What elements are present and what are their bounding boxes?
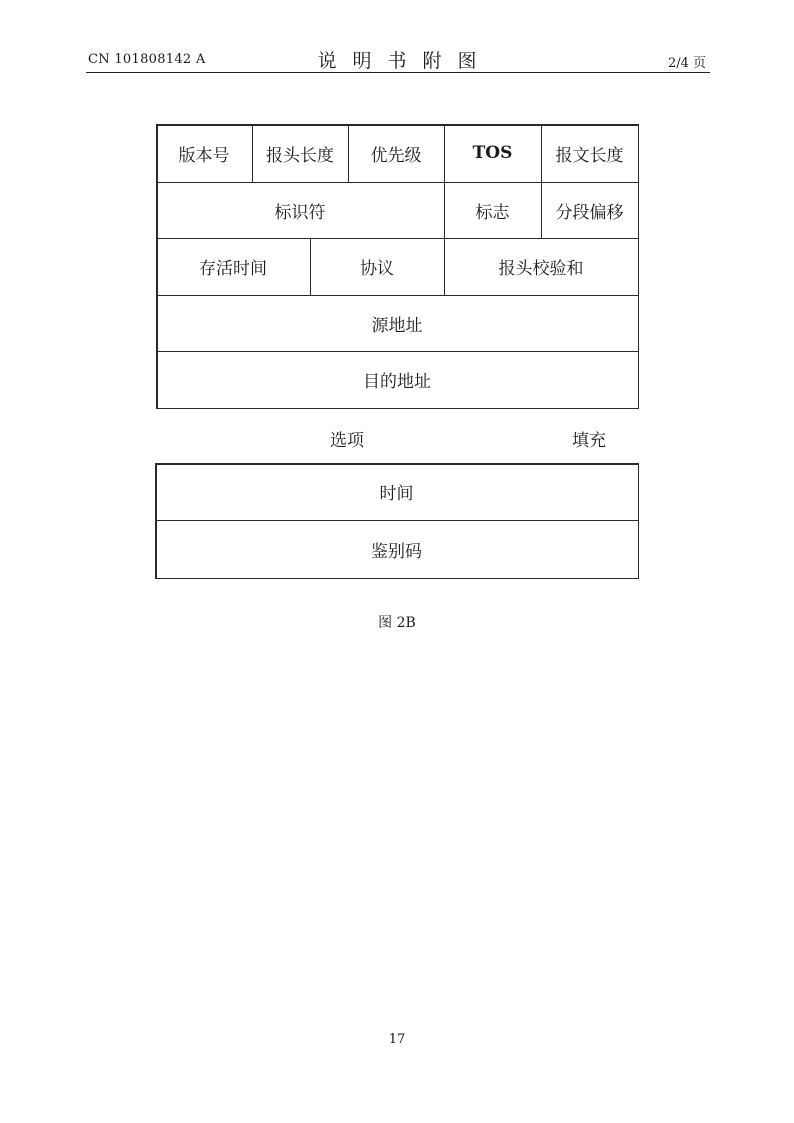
page-title: 说明书附图 xyxy=(317,50,493,72)
field-identifier: 标识符 xyxy=(274,202,326,223)
field-fragment-offset: 分段偏移 xyxy=(555,202,624,223)
page-number: 17 xyxy=(388,1032,406,1047)
field-ttl: 存活时间 xyxy=(199,259,267,279)
field-total-length: 报文长度 xyxy=(555,145,624,166)
field-header-length: 报头长度 xyxy=(266,145,334,166)
field-source-address: 源地址 xyxy=(371,315,423,336)
field-flags: 标志 xyxy=(475,202,510,223)
field-version: 版本号 xyxy=(178,145,230,166)
figure-caption: 图 2B xyxy=(378,615,416,631)
field-protocol: 协议 xyxy=(360,259,394,279)
field-destination-address: 目的地址 xyxy=(363,372,431,392)
patent-number: CN 101808142 A xyxy=(88,52,206,67)
field-priority: 优先级 xyxy=(370,145,422,166)
field-time: 时间 xyxy=(379,484,414,504)
page-count: 2/4 页 xyxy=(667,56,706,71)
field-tos: TOS xyxy=(472,143,513,163)
field-header-checksum: 报头校验和 xyxy=(498,259,584,279)
field-authentication-code: 鉴别码 xyxy=(371,541,422,562)
field-options: 选项 xyxy=(330,431,364,451)
field-padding: 填充 xyxy=(572,431,606,451)
